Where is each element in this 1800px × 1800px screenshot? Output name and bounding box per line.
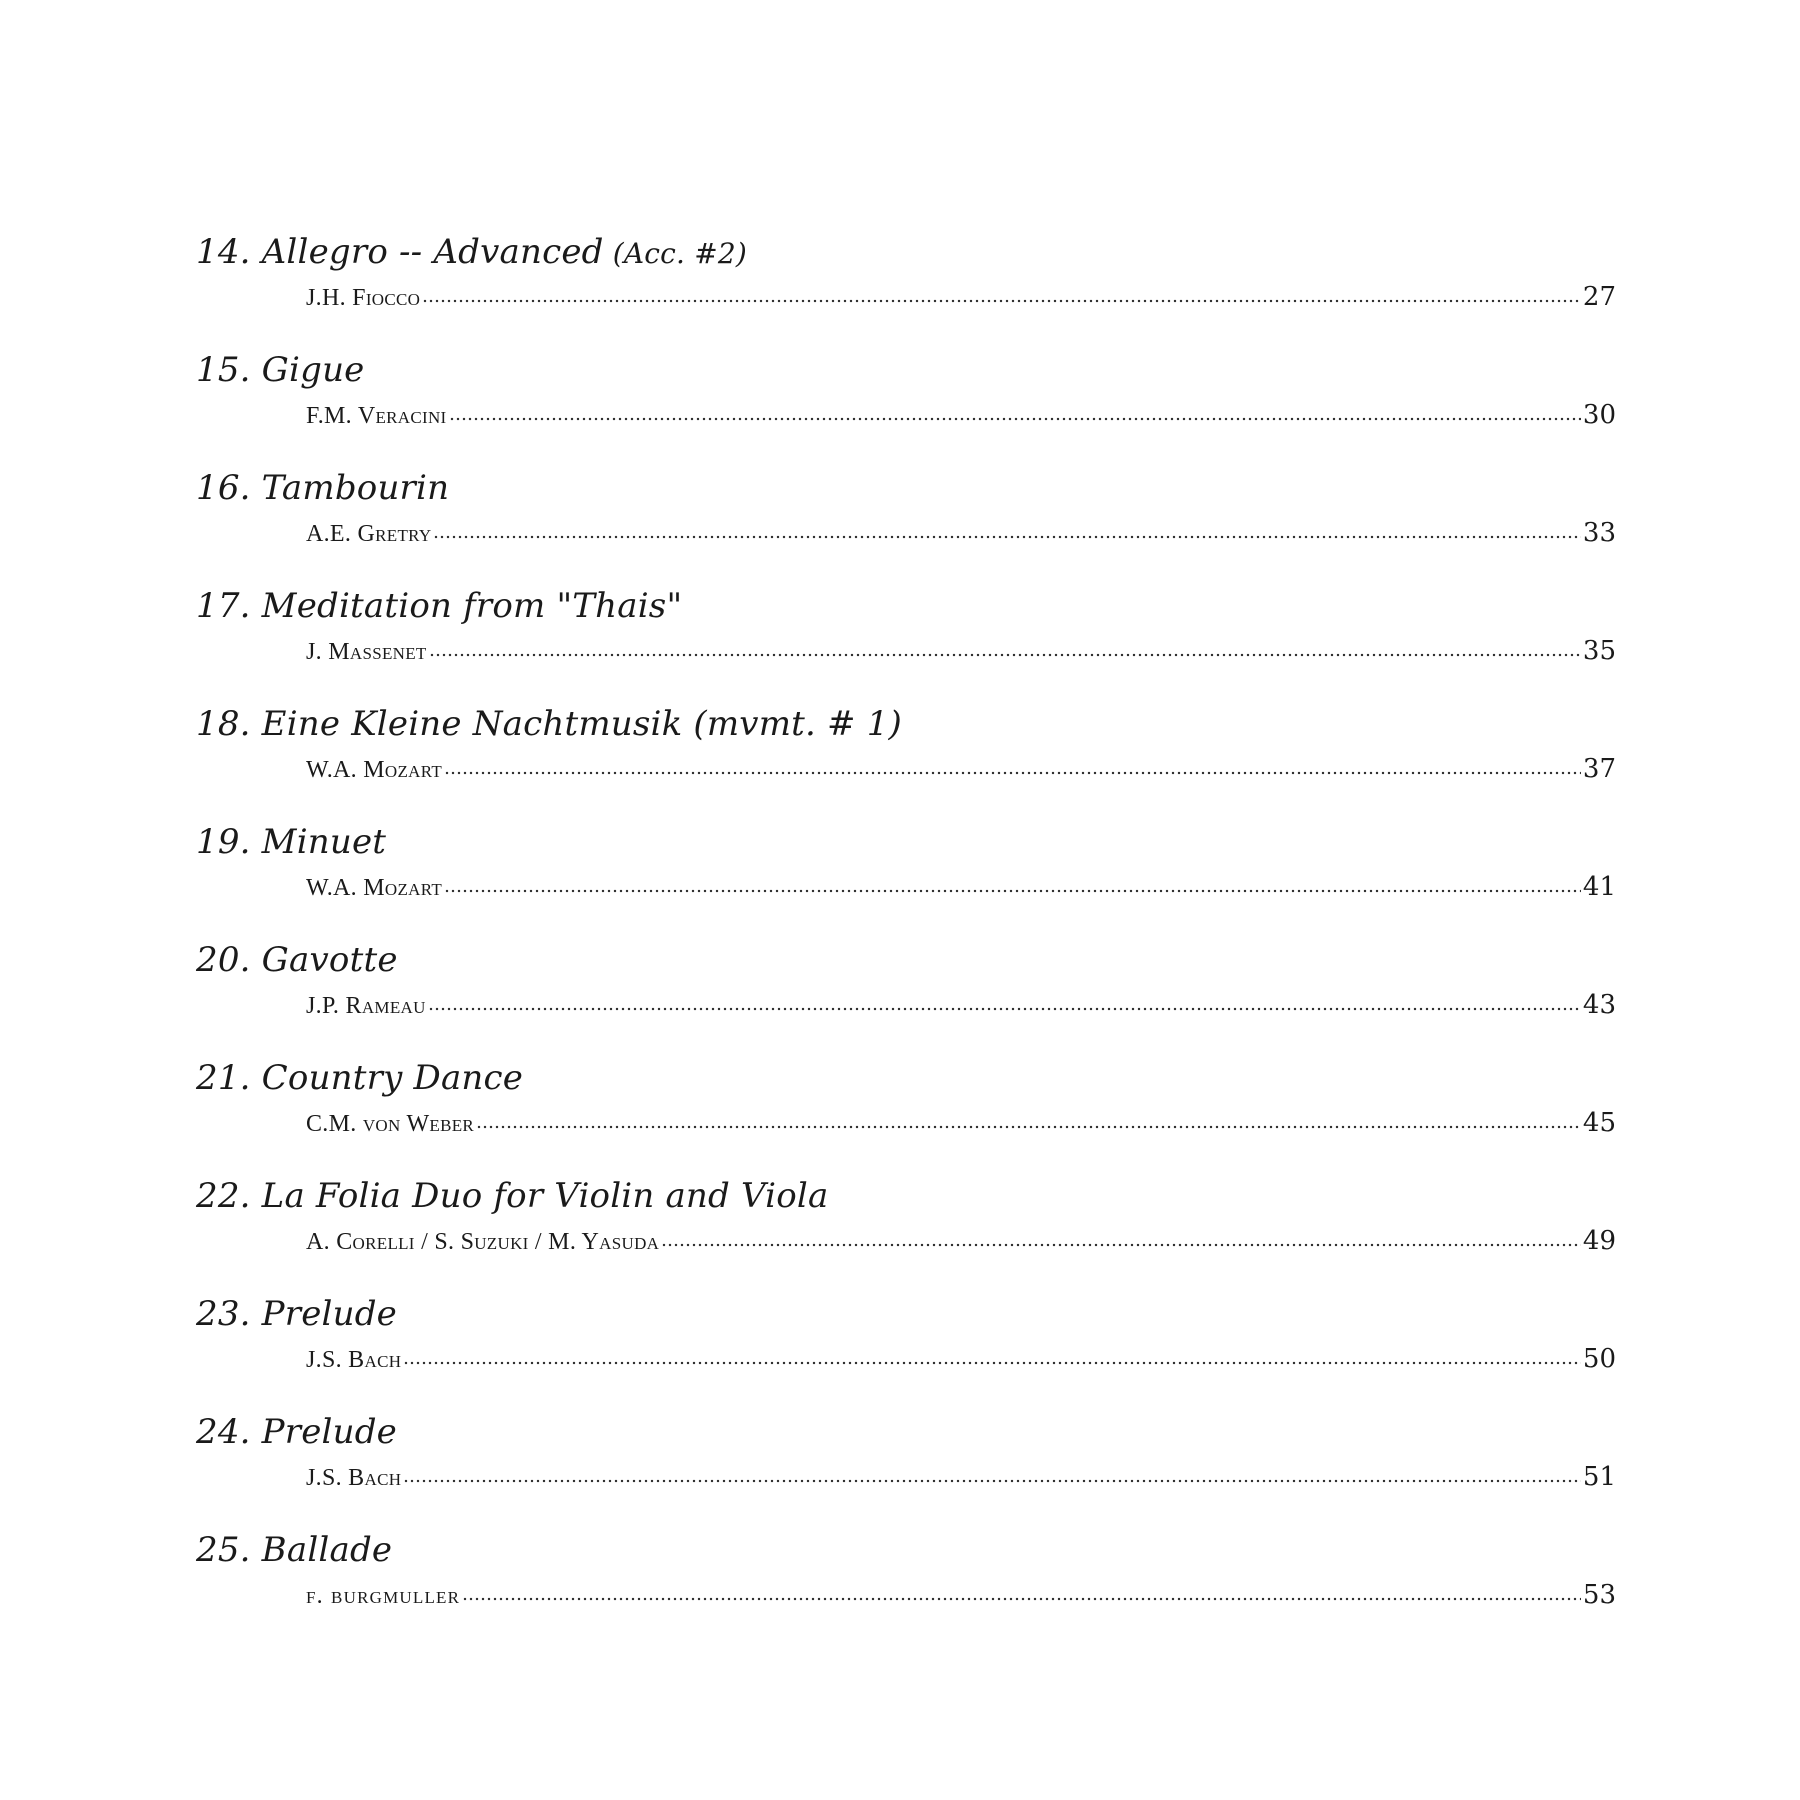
dot-leader [403,1478,1581,1484]
piece-title: 18. Eine Kleine Nachtmusik (mvmt. # 1) [196,704,903,744]
composer-line [306,398,1616,432]
piece-title: 20. Gavotte [196,940,398,980]
toc-entry[interactable] [0,350,1800,468]
page-number: 45 [1582,1108,1616,1138]
composer-line [306,870,1616,904]
page-number: 50 [1582,1344,1616,1374]
toc-entry[interactable] [0,940,1800,1058]
composer-name: f. burgmuller [306,1583,461,1609]
piece-title: 22. La Folia Duo for Violin and Viola [196,1176,829,1216]
dot-leader [476,1124,1581,1130]
dot-leader [433,534,1580,540]
toc-entry[interactable] [0,232,1800,350]
piece-title: 25. Ballade [196,1530,393,1570]
composer-name: W.A. Mozart [306,875,443,901]
piece-title: 15. Gigue [196,350,365,390]
dot-leader [428,1006,1581,1012]
toc-entry[interactable] [0,1412,1800,1530]
composer-name: F.M. Veracini [306,403,447,429]
dot-leader [444,770,1581,776]
page-number: 37 [1582,754,1616,784]
composer-line [306,988,1616,1022]
composer-name: C.M. von Weber [306,1111,475,1137]
composer-name: J.P. Rameau [306,993,426,1019]
toc-entry[interactable] [0,822,1800,940]
page-number: 30 [1582,400,1616,430]
dot-leader [429,652,1581,658]
dot-leader [403,1360,1581,1366]
page-number: 43 [1582,990,1616,1020]
composer-name: A.E. Gretry [306,521,432,547]
piece-title: 21. Country Dance [196,1058,524,1098]
composer-name: A. Corelli / S. Suzuki / M. Yasuda [306,1229,660,1255]
composer-name: J.H. Fiocco [306,285,421,311]
composer-name: J. Massenet [306,639,427,665]
page-number: 27 [1582,282,1616,312]
page-number: 51 [1582,1462,1616,1492]
composer-name: J.S. Bach [306,1347,402,1373]
piece-title: 16. Tambourin [196,468,450,508]
toc-entry[interactable] [0,1294,1800,1412]
dot-leader [444,888,1581,894]
toc-entry[interactable] [0,468,1800,586]
toc-entry[interactable] [0,704,1800,822]
page-number: 49 [1582,1226,1616,1256]
composer-name: W.A. Mozart [306,757,443,783]
toc-entry[interactable] [0,586,1800,704]
dot-leader [462,1596,1581,1602]
dot-leader [422,298,1581,304]
page-number: 41 [1582,872,1616,902]
composer-line [306,634,1616,668]
composer-line [306,1342,1616,1376]
composer-name: J.S. Bach [306,1465,402,1491]
piece-title: 17. Meditation from "Thais" [196,586,683,626]
page-number: 33 [1582,518,1616,548]
composer-line [306,752,1616,786]
composer-line [306,1578,1616,1612]
composer-line [306,516,1616,550]
piece-title: 14. Allegro -- Advanced (Acc. #2) [196,232,748,272]
piece-title: 24. Prelude [196,1412,397,1452]
dot-leader [449,416,1581,422]
piece-title: 23. Prelude [196,1294,397,1334]
toc-entry[interactable] [0,1058,1800,1176]
toc-entry[interactable] [0,1176,1800,1294]
composer-line [306,1460,1616,1494]
toc-entry[interactable] [0,1530,1800,1648]
composer-line [306,1106,1616,1140]
page-number: 35 [1582,636,1616,666]
composer-line [306,280,1616,314]
piece-note: (Acc. #2) [603,237,748,270]
piece-title: 19. Minuet [196,822,387,862]
composer-line [306,1224,1616,1258]
dot-leader [661,1242,1581,1248]
page-number: 53 [1582,1580,1616,1610]
